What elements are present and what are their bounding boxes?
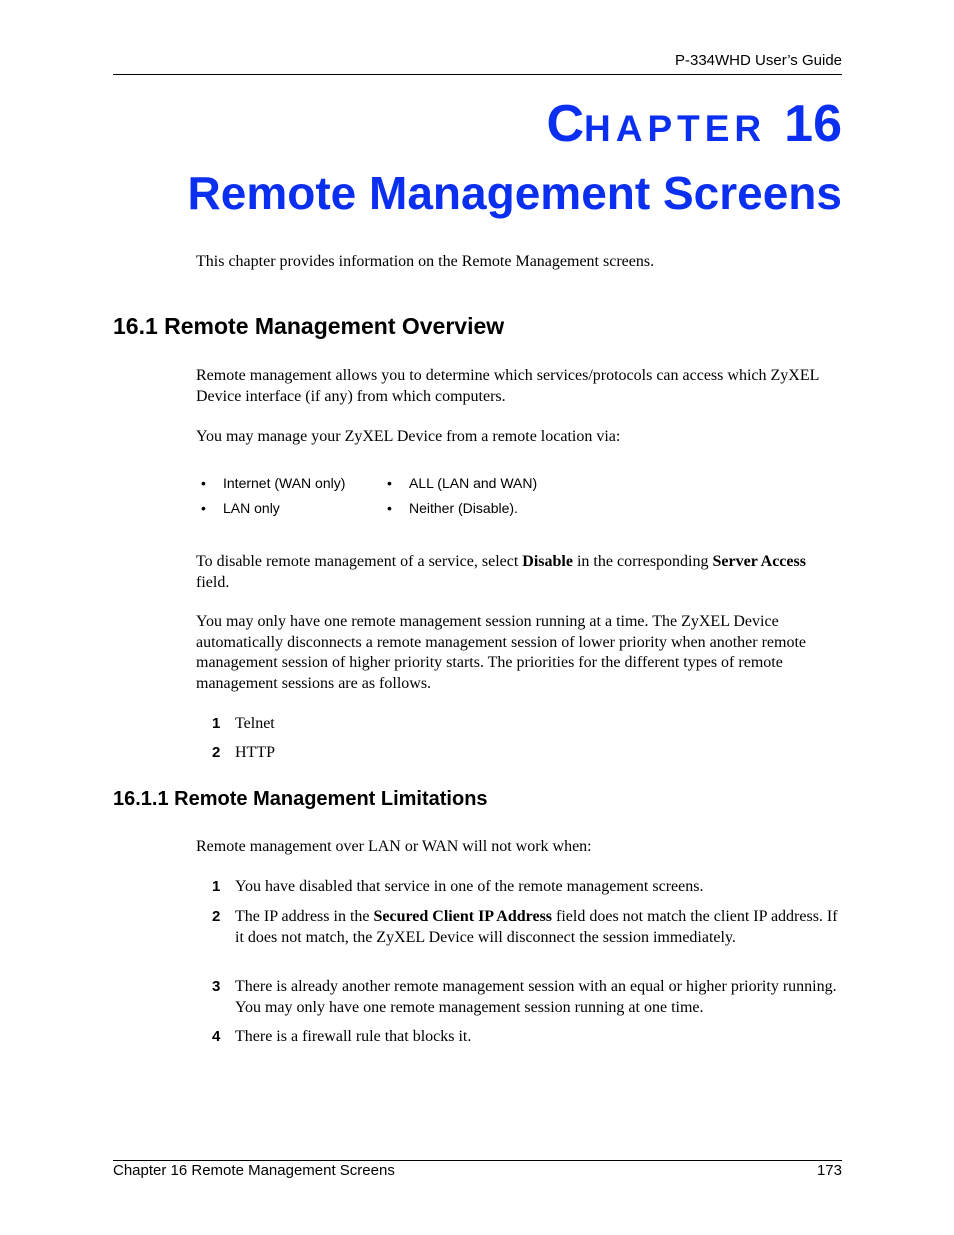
list-text: There is a firewall rule that blocks it. (235, 1028, 472, 1045)
overview-paragraph-1: Remote management allows you to determine which services/protocols can access which ZyXEL Device interface (if any) from which computers. (196, 367, 819, 405)
list-text (235, 907, 842, 948)
list-number: 2 (212, 744, 221, 761)
chapter-title: Remote Management Screens (187, 167, 842, 219)
bullet-text: Internet (WAN only) (223, 475, 346, 491)
bullet-icon: • (387, 475, 392, 491)
footer-chapter-title: Chapter 16 Remote Management Screens (113, 1162, 395, 1179)
page-number: 173 (816, 1162, 842, 1179)
text-run: To disable remote management of a service, select (196, 553, 523, 570)
list-text: You have disabled that service in one of the remote management screens. (235, 878, 704, 895)
list-text: Telnet (235, 715, 275, 732)
chapter-label-rest: HAPTER (584, 108, 767, 149)
list-item (212, 1027, 842, 1048)
bold-term-disable: Disable (522, 553, 573, 570)
list-item (212, 714, 842, 735)
bullet-text: Neither (Disable). (409, 500, 518, 516)
intro-paragraph: This chapter provides information on the Remote Management screens. (196, 253, 655, 270)
list-number: 2 (212, 908, 221, 925)
list-number: 1 (212, 878, 221, 895)
text-run: field does not match the client IP address. If it does not match, the ZyXEL Device will disconnect the session immediately. (235, 908, 838, 946)
list-item (212, 743, 842, 764)
bullet-icon: • (387, 500, 392, 516)
list-item (212, 977, 842, 1018)
text-run: The IP address in the (235, 908, 374, 925)
list-item (201, 475, 345, 491)
chapter-label (546, 95, 842, 153)
section-heading-16-1: 16.1 Remote Management Overview (113, 313, 505, 339)
limitations-intro: Remote management over LAN or WAN will not work when: (196, 838, 592, 855)
bold-term-secured-client-ip: Secured Client IP Address (373, 908, 553, 925)
header-rule (113, 74, 842, 75)
section-heading-16-1-1: 16.1.1 Remote Management Limitations (113, 788, 488, 810)
bullet-icon: • (201, 475, 206, 491)
bullet-icon: • (201, 500, 206, 516)
list-number: 4 (212, 1028, 221, 1045)
bullet-text: ALL (LAN and WAN) (409, 475, 538, 491)
bullet-text: LAN only (223, 500, 280, 516)
chapter-number: 16 (784, 95, 842, 153)
list-item (201, 500, 280, 516)
list-item (212, 907, 842, 948)
overview-paragraph-3 (196, 552, 842, 593)
list-item (387, 500, 518, 516)
list-text: There is already another remote management session with an equal or higher priority running. You may only have one remote management session running at one time. (235, 978, 837, 1016)
text-run: field. (196, 573, 230, 591)
footer-rule (113, 1160, 842, 1161)
header-guide-title: P-334WHD User’s Guide (675, 52, 842, 69)
text-run: in the corresponding (572, 553, 713, 570)
list-number: 1 (212, 715, 221, 732)
list-number: 3 (212, 978, 221, 995)
chapter-label-initial: C (546, 95, 585, 153)
overview-paragraph-2: You may manage your ZyXEL Device from a remote location via: (196, 428, 621, 445)
bold-term-server-access: Server Access (712, 553, 806, 570)
list-item (387, 475, 537, 491)
overview-paragraph-4: You may only have one remote management session running at a time. The ZyXEL Device automatically disconnects a remote management session of lower priority when another remote management session of higher priority starts. The priorities for the different types of remote management sessions are as follows. (196, 613, 807, 692)
list-item (212, 877, 842, 898)
list-text: HTTP (235, 744, 275, 761)
